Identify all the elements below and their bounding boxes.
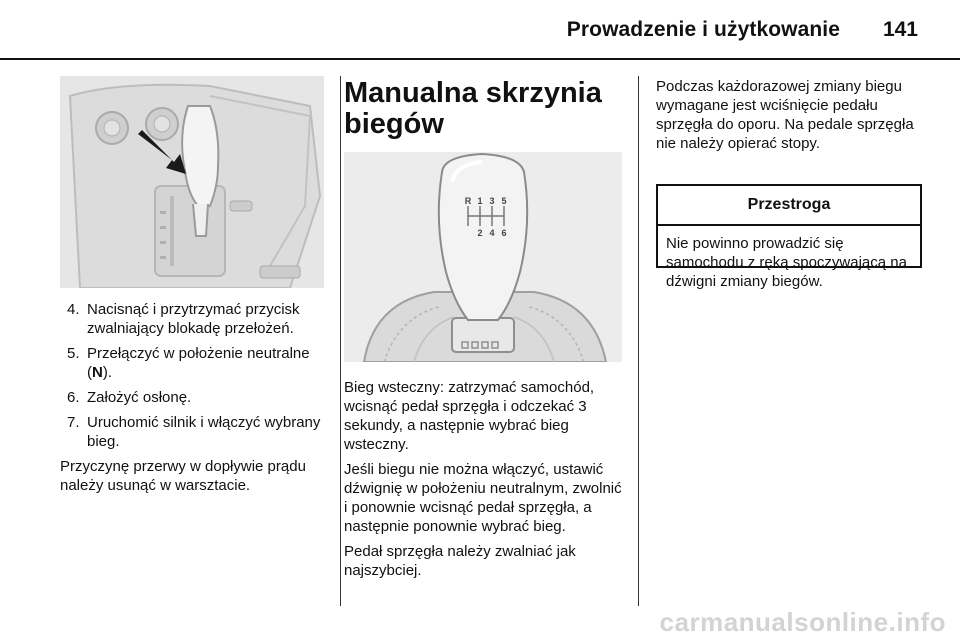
shift-label-bottom: 4 [489,228,495,238]
gear-selector-illustration [60,76,324,288]
body-paragraph: Pedał sprzęgła należy zwalniać jak najszybciej. [344,543,576,579]
step-item: 7. Uruchomić silnik i włączyć wybrany bieg. [67,414,321,450]
page-number: 141 [882,18,918,41]
page-header-title: Prowadzenie i użytkowanie [566,18,840,41]
warning-heading: Przestroga [658,186,920,226]
warning-box [656,184,922,290]
shift-label-bottom: 2 [477,228,483,238]
body-paragraph: Przyczynę przerwy w dopływie prądu należy usunąć w warsztacie. [60,458,306,494]
instruction-steps [60,300,330,451]
right-column-text [656,77,924,159]
column-divider-right [638,76,639,606]
step-item: 6. Założyć osłonę. [67,389,192,406]
shift-label-top: 5 [501,196,507,206]
body-paragraph: Bieg wsteczny: zatrzymać samochód, wcisnąć pedał sprzęgła i odczekać 3 sekundy, a następnie wybrać bieg wsteczny. [344,379,595,453]
header-divider [0,58,960,60]
shift-label-bottom: 6 [501,228,507,238]
manual-shifter-illustration [344,152,622,362]
watermark: carmanualsonline.info [659,607,946,637]
figure-gear-selector [60,76,324,288]
step-item: 5. Przełączyć w położenie neutralne (N). [67,345,310,381]
body-paragraph: Jeśli biegu nie można włączyć, ustawić dźwignię w położeniu neutralnym, zwolnić i ponownie wcisnąć pedał sprzęgła, a następnie ponownie wybrać bieg. [344,461,622,535]
body-paragraph: Podczas każdorazowej zmiany biegu wymagane jest wciśnięcie pedału sprzęgła do oporu. Na pedale sprzęgła nie należy opierać stopy. [656,78,914,152]
shift-label-top: 3 [489,196,495,206]
middle-column-text [344,378,626,586]
left-column-text [60,300,330,501]
step-item: 4. Nacisnąć i przytrzymać przycisk zwalniający blokadę przełożeń. [67,301,300,337]
warning-text: Nie powinno prowadzić się samochodu z ręką spoczywającą na dźwigni zmiany biegów. [666,235,907,290]
shift-label-top: R [464,196,472,206]
figure-manual-shifter [344,152,622,362]
section-title: Manualna skrzynia biegów [344,77,602,140]
shift-label-top: 1 [477,196,483,206]
column-divider-left [340,76,341,606]
